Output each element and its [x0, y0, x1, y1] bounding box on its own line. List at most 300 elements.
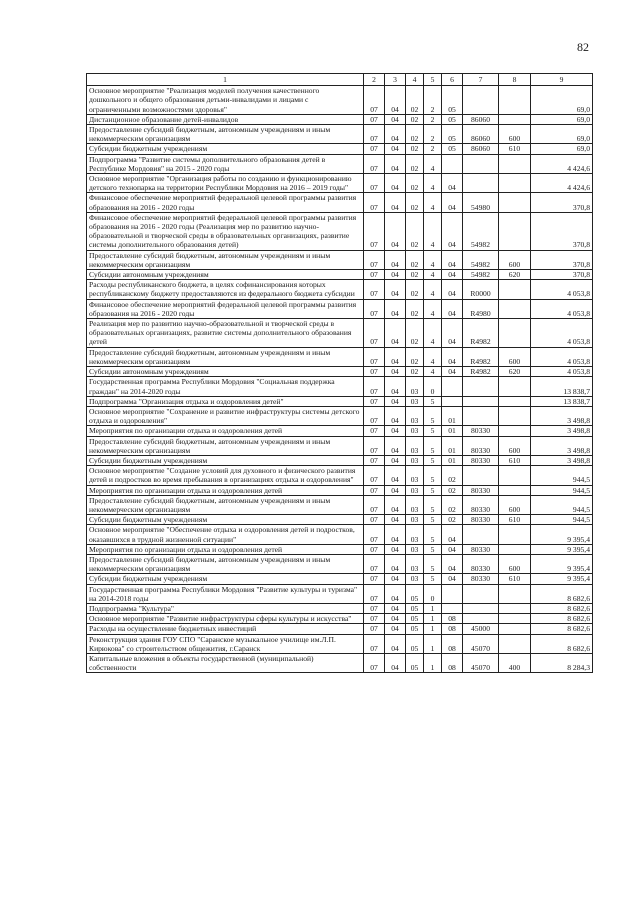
cell-amount: 4 424,6: [531, 154, 593, 173]
cell-code-3: 04: [385, 212, 406, 250]
table-row: [87, 367, 593, 377]
cell-item-name: Финансовое обеспечение мероприятий федеральной целевой программы развития образования на 2016 - 2020 годы (Реализация мер по развитию научно-образовательной и творческой среды в образовательных организациях, развитие системы дополнительного образования детей): [87, 212, 364, 250]
cell-amount: 4 053,8: [531, 299, 593, 318]
cell-code-2: 07: [364, 270, 385, 280]
cell-code-8: [499, 174, 531, 193]
table-row: [87, 653, 593, 672]
cell-code-3: 04: [385, 125, 406, 144]
table-row: [87, 270, 593, 280]
table-row: [87, 154, 593, 173]
cell-code-4: 03: [406, 554, 424, 573]
cell-code-2: 07: [364, 250, 385, 269]
table-row: [87, 174, 593, 193]
cell-code-3: 04: [385, 426, 406, 436]
cell-code-7: 86060: [463, 114, 499, 124]
cell-code-7: [463, 584, 499, 603]
table-row: [87, 495, 593, 514]
cell-code-8: 600: [499, 250, 531, 269]
cell-code-6: 04: [442, 270, 463, 280]
cell-code-8: 610: [499, 144, 531, 154]
cell-code-4: 02: [406, 347, 424, 366]
cell-code-2: 07: [364, 426, 385, 436]
cell-code-3: 04: [385, 319, 406, 348]
cell-item-name: Предоставление субсидий бюджетным, автономным учреждениям и иным некоммерческим организациям: [87, 554, 364, 573]
cell-code-7: 80330: [463, 554, 499, 573]
cell-item-name: Капитальные вложения в объекты государственной (муниципальной) собственности: [87, 653, 364, 672]
cell-item-name: Субсидии бюджетным учреждениям: [87, 144, 364, 154]
table-row: [87, 525, 593, 544]
cell-item-name: Мероприятия по организации отдыха и оздоровления детей: [87, 485, 364, 495]
cell-code-5: 1: [424, 603, 442, 613]
cell-amount: 944,5: [531, 495, 593, 514]
cell-code-3: 04: [385, 270, 406, 280]
cell-code-3: 04: [385, 574, 406, 584]
cell-code-4: 05: [406, 584, 424, 603]
budget-table: [86, 73, 593, 673]
cell-code-4: 03: [406, 426, 424, 436]
cell-code-6: 05: [442, 125, 463, 144]
cell-code-6: 01: [442, 406, 463, 425]
cell-amount: 9 395,4: [531, 544, 593, 554]
cell-code-2: 07: [364, 634, 385, 653]
cell-code-7: R4982: [463, 367, 499, 377]
cell-code-5: 4: [424, 280, 442, 299]
cell-code-7: [463, 525, 499, 544]
cell-item-name: Основное мероприятие "Развитие инфраструктуры сферы культуры и искусства": [87, 614, 364, 624]
cell-code-2: 07: [364, 299, 385, 318]
cell-code-6: 04: [442, 554, 463, 573]
table-row: [87, 212, 593, 250]
cell-item-name: Дистанционное образование детей-инвалидов: [87, 114, 364, 124]
cell-code-8: [499, 406, 531, 425]
table-row: [87, 280, 593, 299]
cell-code-8: [499, 212, 531, 250]
cell-amount: 8 682,6: [531, 624, 593, 634]
cell-code-8: 620: [499, 270, 531, 280]
table-row: [87, 584, 593, 603]
cell-code-4: 02: [406, 367, 424, 377]
cell-code-8: [499, 396, 531, 406]
column-header-9: 9: [531, 74, 593, 86]
cell-code-6: 04: [442, 174, 463, 193]
cell-amount: 4 053,8: [531, 280, 593, 299]
cell-code-3: 04: [385, 624, 406, 634]
cell-item-name: Расходы на осуществление бюджетных инвестиций: [87, 624, 364, 634]
cell-code-7: R4980: [463, 299, 499, 318]
cell-code-4: 05: [406, 624, 424, 634]
cell-code-6: 04: [442, 319, 463, 348]
column-header-3: 3: [385, 74, 406, 86]
cell-code-7: [463, 614, 499, 624]
cell-code-8: 610: [499, 455, 531, 465]
cell-code-2: 07: [364, 525, 385, 544]
cell-code-6: 04: [442, 367, 463, 377]
cell-code-8: [499, 280, 531, 299]
cell-code-3: 04: [385, 396, 406, 406]
cell-code-5: 4: [424, 299, 442, 318]
cell-amount: 8 682,6: [531, 614, 593, 624]
cell-code-7: 45070: [463, 653, 499, 672]
cell-code-3: 04: [385, 544, 406, 554]
cell-code-6: 08: [442, 614, 463, 624]
cell-code-6: 08: [442, 624, 463, 634]
cell-amount: 9 395,4: [531, 554, 593, 573]
cell-code-5: 4: [424, 174, 442, 193]
cell-code-6: [442, 377, 463, 396]
cell-code-8: 600: [499, 347, 531, 366]
cell-code-8: [499, 193, 531, 212]
cell-code-2: 07: [364, 485, 385, 495]
cell-code-2: 07: [364, 554, 385, 573]
cell-code-2: 07: [364, 544, 385, 554]
cell-code-2: 07: [364, 377, 385, 396]
cell-code-3: 04: [385, 603, 406, 613]
table-row: [87, 614, 593, 624]
column-header-2: 2: [364, 74, 385, 86]
cell-code-2: 07: [364, 614, 385, 624]
cell-code-8: [499, 319, 531, 348]
cell-code-7: [463, 466, 499, 485]
cell-code-5: 1: [424, 634, 442, 653]
cell-code-5: 0: [424, 377, 442, 396]
cell-code-4: 02: [406, 114, 424, 124]
cell-code-8: 600: [499, 554, 531, 573]
cell-code-8: [499, 603, 531, 613]
cell-code-3: 04: [385, 455, 406, 465]
cell-code-2: 07: [364, 515, 385, 525]
cell-code-7: R4982: [463, 319, 499, 348]
table-row: [87, 193, 593, 212]
cell-code-2: 07: [364, 193, 385, 212]
cell-item-name: Субсидии автономным учреждениям: [87, 270, 364, 280]
table-row: [87, 377, 593, 396]
cell-item-name: Подпрограмма "Культура": [87, 603, 364, 613]
cell-code-7: [463, 396, 499, 406]
table-row: [87, 436, 593, 455]
cell-amount: 8 682,6: [531, 584, 593, 603]
cell-code-3: 04: [385, 367, 406, 377]
cell-code-5: 4: [424, 347, 442, 366]
cell-code-5: 4: [424, 319, 442, 348]
cell-code-3: 04: [385, 406, 406, 425]
table-row: [87, 396, 593, 406]
cell-amount: 3 498,8: [531, 455, 593, 465]
cell-code-3: 04: [385, 485, 406, 495]
cell-code-7: [463, 377, 499, 396]
cell-amount: 3 498,8: [531, 436, 593, 455]
cell-code-3: 04: [385, 154, 406, 173]
cell-code-6: 04: [442, 544, 463, 554]
table-row: [87, 426, 593, 436]
cell-code-5: 1: [424, 653, 442, 672]
table-row: [87, 114, 593, 124]
cell-item-name: Расходы республиканского бюджета, в целях софинансирования которых республиканскому бюджету предоставляются из федерального бюджета субсидии: [87, 280, 364, 299]
cell-code-4: 02: [406, 250, 424, 269]
cell-item-name: Субсидии бюджетным учреждениям: [87, 574, 364, 584]
cell-code-3: 04: [385, 250, 406, 269]
cell-code-7: 54982: [463, 270, 499, 280]
column-header-4: 4: [406, 74, 424, 86]
table-row: [87, 455, 593, 465]
cell-amount: 9 395,4: [531, 574, 593, 584]
cell-code-3: 04: [385, 653, 406, 672]
cell-code-2: 07: [364, 584, 385, 603]
cell-item-name: Государственная программа Республики Мордовия "Социальная поддержка граждан" на 2014-2020 годы: [87, 377, 364, 396]
cell-code-5: 5: [424, 574, 442, 584]
cell-code-7: 80330: [463, 485, 499, 495]
cell-code-6: 04: [442, 280, 463, 299]
cell-item-name: Основное мероприятие "Реализация моделей получения качественного дошкольного и общего образования детьми-инвалидами и лицами с ограниченными возможностями здоровья": [87, 86, 364, 115]
cell-code-6: 04: [442, 347, 463, 366]
cell-item-name: Субсидии автономным учреждениям: [87, 367, 364, 377]
cell-code-8: [499, 86, 531, 115]
cell-code-7: 80330: [463, 495, 499, 514]
cell-code-4: 02: [406, 144, 424, 154]
cell-code-5: 4: [424, 367, 442, 377]
cell-code-8: [499, 634, 531, 653]
cell-code-6: 04: [442, 193, 463, 212]
cell-code-5: 4: [424, 154, 442, 173]
table-row: [87, 144, 593, 154]
cell-code-4: 02: [406, 270, 424, 280]
cell-code-4: 05: [406, 653, 424, 672]
cell-amount: 4 053,8: [531, 367, 593, 377]
table-row: [87, 125, 593, 144]
cell-item-name: Подпрограмма "Развитие системы дополнительного образования детей в Республике Мордовия" на 2015 - 2020 годы: [87, 154, 364, 173]
cell-code-8: [499, 624, 531, 634]
cell-amount: 4 053,8: [531, 319, 593, 348]
cell-code-7: 80330: [463, 574, 499, 584]
cell-code-5: 0: [424, 584, 442, 603]
cell-code-4: 03: [406, 495, 424, 514]
cell-code-5: 5: [424, 495, 442, 514]
cell-code-7: 86060: [463, 144, 499, 154]
cell-code-7: [463, 406, 499, 425]
cell-code-7: 45000: [463, 624, 499, 634]
table-row: [87, 250, 593, 269]
cell-code-8: [499, 584, 531, 603]
cell-code-3: 04: [385, 144, 406, 154]
cell-amount: 8 682,6: [531, 603, 593, 613]
cell-item-name: Предоставление субсидий бюджетным, автономным учреждениям и иным некоммерческим организациям: [87, 495, 364, 514]
cell-amount: 944,5: [531, 466, 593, 485]
cell-code-5: 5: [424, 426, 442, 436]
cell-code-4: 03: [406, 515, 424, 525]
page-number: 82: [577, 40, 589, 54]
cell-item-name: Мероприятия по организации отдыха и оздоровления детей: [87, 426, 364, 436]
cell-code-6: 08: [442, 653, 463, 672]
cell-code-5: 5: [424, 515, 442, 525]
column-header-7: 7: [463, 74, 499, 86]
cell-item-name: Финансовое обеспечение мероприятий федеральной целевой программы развития образования на 2016 - 2020 годы: [87, 299, 364, 318]
cell-amount: 944,5: [531, 485, 593, 495]
cell-code-6: 05: [442, 114, 463, 124]
cell-code-5: 2: [424, 144, 442, 154]
cell-code-8: 610: [499, 574, 531, 584]
cell-code-4: 02: [406, 193, 424, 212]
cell-amount: 69,0: [531, 86, 593, 115]
cell-code-2: 07: [364, 367, 385, 377]
cell-amount: 370,8: [531, 270, 593, 280]
cell-code-4: 03: [406, 406, 424, 425]
cell-code-8: [499, 114, 531, 124]
cell-code-7: 80330: [463, 544, 499, 554]
cell-code-3: 04: [385, 584, 406, 603]
cell-item-name: Основное мероприятие "Создание условий для духовного и физического развития детей и подростков во время пребывания в организациях отдыха и оздоровления": [87, 466, 364, 485]
cell-item-name: Предоставление субсидий бюджетным, автономным учреждениям и иным некоммерческим организациям: [87, 436, 364, 455]
cell-code-5: 5: [424, 466, 442, 485]
cell-code-4: 02: [406, 319, 424, 348]
table-row: [87, 406, 593, 425]
cell-item-name: Субсидии бюджетным учреждениям: [87, 515, 364, 525]
cell-code-4: 03: [406, 436, 424, 455]
cell-code-6: [442, 396, 463, 406]
cell-amount: 69,0: [531, 144, 593, 154]
cell-code-4: 02: [406, 86, 424, 115]
cell-item-name: Субсидии бюджетным учреждениям: [87, 455, 364, 465]
cell-code-3: 04: [385, 525, 406, 544]
cell-code-5: 5: [424, 544, 442, 554]
cell-code-5: 5: [424, 406, 442, 425]
cell-code-8: 620: [499, 367, 531, 377]
cell-amount: 3 498,8: [531, 406, 593, 425]
cell-code-8: [499, 525, 531, 544]
cell-code-7: 80330: [463, 455, 499, 465]
cell-code-7: 54982: [463, 212, 499, 250]
cell-code-3: 04: [385, 436, 406, 455]
cell-code-2: 07: [364, 174, 385, 193]
cell-code-4: 05: [406, 614, 424, 624]
cell-code-2: 07: [364, 653, 385, 672]
cell-code-6: 04: [442, 525, 463, 544]
column-header-8: 8: [499, 74, 531, 86]
cell-code-4: 03: [406, 377, 424, 396]
cell-code-6: 02: [442, 466, 463, 485]
cell-code-3: 04: [385, 634, 406, 653]
cell-code-4: 03: [406, 525, 424, 544]
table-body: [87, 86, 593, 673]
table-row: [87, 485, 593, 495]
cell-code-8: 600: [499, 125, 531, 144]
cell-amount: 8 682,6: [531, 634, 593, 653]
cell-code-2: 07: [364, 406, 385, 425]
table-row: [87, 86, 593, 115]
cell-code-3: 04: [385, 299, 406, 318]
cell-code-2: 07: [364, 319, 385, 348]
cell-code-5: 5: [424, 554, 442, 573]
cell-code-5: 4: [424, 193, 442, 212]
cell-code-5: 2: [424, 86, 442, 115]
table-row: [87, 624, 593, 634]
cell-code-7: [463, 86, 499, 115]
cell-code-3: 04: [385, 554, 406, 573]
cell-amount: 3 498,8: [531, 426, 593, 436]
cell-code-2: 07: [364, 114, 385, 124]
table-row: [87, 554, 593, 573]
column-header-5: 5: [424, 74, 442, 86]
cell-code-5: 4: [424, 250, 442, 269]
cell-code-2: 07: [364, 280, 385, 299]
cell-code-3: 04: [385, 347, 406, 366]
cell-code-5: 5: [424, 396, 442, 406]
cell-code-2: 07: [364, 455, 385, 465]
cell-code-6: 01: [442, 455, 463, 465]
cell-code-5: 1: [424, 624, 442, 634]
cell-amount: 13 838,7: [531, 396, 593, 406]
cell-amount: 370,8: [531, 193, 593, 212]
cell-code-3: 04: [385, 466, 406, 485]
cell-code-4: 03: [406, 396, 424, 406]
table-row: [87, 319, 593, 348]
cell-code-2: 07: [364, 436, 385, 455]
cell-item-name: Основное мероприятие "Организация работы по созданию и функционированию детского технопарка на территории Республики Мордовия на 2016 – 2019 годы": [87, 174, 364, 193]
cell-code-2: 07: [364, 574, 385, 584]
cell-code-6: [442, 584, 463, 603]
cell-code-4: 03: [406, 466, 424, 485]
cell-code-8: 600: [499, 495, 531, 514]
cell-item-name: Предоставление субсидий бюджетным, автономным учреждениям и иным некоммерческим организациям: [87, 125, 364, 144]
cell-code-4: 02: [406, 125, 424, 144]
cell-code-6: 02: [442, 515, 463, 525]
cell-code-7: [463, 174, 499, 193]
cell-code-5: 5: [424, 525, 442, 544]
cell-item-name: Подпрограмма "Организация отдыха и оздоровления детей": [87, 396, 364, 406]
table-row: [87, 299, 593, 318]
cell-code-2: 07: [364, 396, 385, 406]
cell-code-6: [442, 154, 463, 173]
table-row: [87, 347, 593, 366]
cell-item-name: Государственная программа Республики Мордовия "Развитие культуры и туризма" на 2014-2018 годы: [87, 584, 364, 603]
cell-code-2: 07: [364, 125, 385, 144]
cell-code-7: R0000: [463, 280, 499, 299]
cell-code-4: 03: [406, 544, 424, 554]
cell-code-8: 400: [499, 653, 531, 672]
cell-code-8: 610: [499, 515, 531, 525]
cell-code-5: 5: [424, 436, 442, 455]
cell-code-2: 07: [364, 347, 385, 366]
cell-code-6: 04: [442, 574, 463, 584]
cell-amount: 8 284,3: [531, 653, 593, 672]
cell-code-6: 02: [442, 495, 463, 514]
cell-code-7: 86060: [463, 125, 499, 144]
cell-code-8: [499, 544, 531, 554]
table-row: [87, 466, 593, 485]
cell-code-2: 07: [364, 144, 385, 154]
cell-code-5: 1: [424, 614, 442, 624]
cell-code-4: 02: [406, 299, 424, 318]
cell-code-8: 600: [499, 436, 531, 455]
cell-code-6: 04: [442, 250, 463, 269]
table-row: [87, 544, 593, 554]
cell-code-3: 04: [385, 495, 406, 514]
cell-code-2: 07: [364, 154, 385, 173]
cell-amount: 69,0: [531, 125, 593, 144]
cell-code-5: 5: [424, 455, 442, 465]
cell-code-4: 02: [406, 280, 424, 299]
cell-code-5: 4: [424, 212, 442, 250]
table-row: [87, 515, 593, 525]
cell-code-7: 54982: [463, 250, 499, 269]
cell-amount: 4 424,6: [531, 174, 593, 193]
cell-code-2: 07: [364, 212, 385, 250]
cell-code-3: 04: [385, 174, 406, 193]
cell-code-7: 80330: [463, 426, 499, 436]
cell-code-2: 07: [364, 466, 385, 485]
cell-code-4: 05: [406, 634, 424, 653]
cell-code-6: 04: [442, 212, 463, 250]
cell-code-6: 08: [442, 634, 463, 653]
cell-code-8: [499, 299, 531, 318]
